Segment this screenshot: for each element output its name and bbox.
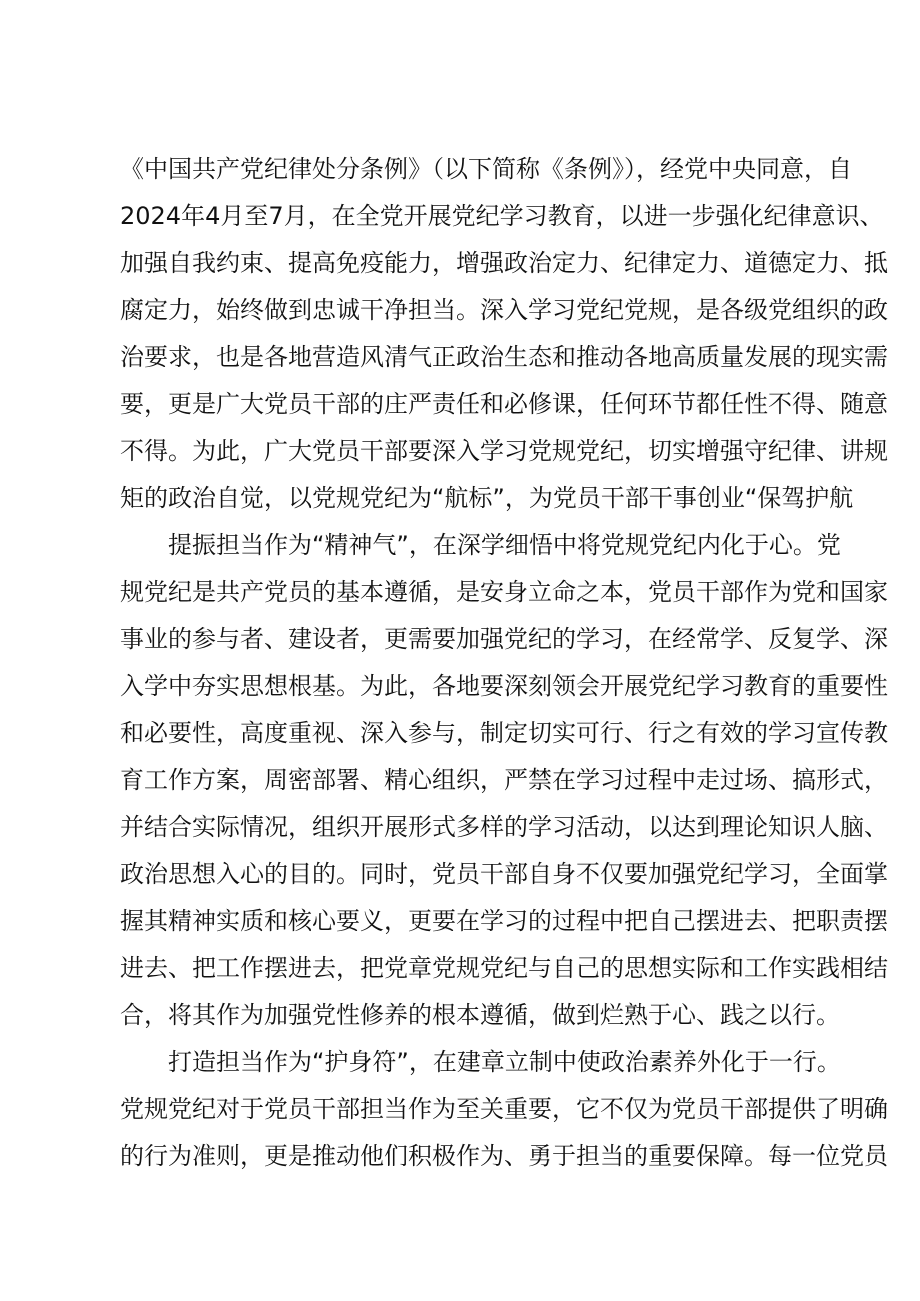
text-line: 腐定力，始终做到忠诚干净担当。深入学习党纪党规，是各级党组织的政: [120, 296, 888, 324]
text-line: 并结合实际情况，组织开展形式多样的学习活动，以达到理论知识人脑、: [120, 813, 888, 841]
paragraph-heading-line: 提振担当作为“精神气”，在深学细悟中将党规党纪内化于心。党: [168, 531, 841, 559]
text-line: 握其精神实质和核心要义，更要在学习的过程中把自己摆进去、把职责摆: [120, 907, 888, 935]
text-line: 和必要性，高度重视、深入参与，制定切实可行、行之有效的学习宣传教: [120, 719, 888, 747]
text-line: 治要求，也是各地营造风清气正政治生态和推动各地高质量发展的现实需: [120, 343, 888, 371]
text-line: 育工作方案，周密部署、精心组织，严禁在学习过程中走过场、搞形式，: [120, 766, 888, 794]
text-line: 党规党纪对于党员干部担当作为至关重要，它不仅为党员干部提供了明确: [120, 1095, 888, 1123]
text-line: 事业的参与者、建设者，更需要加强党纪的学习，在经常学、反复学、深: [120, 625, 888, 653]
text-line: 合，将其作为加强党性修养的根本遵循，做到烂熟于心、践之以行。: [120, 1001, 840, 1029]
text-line: 入学中夯实思想根基。为此，各地要深刻领会开展党纪学习教育的重要性: [120, 672, 888, 700]
text-line: 政治思想入心的目的。同时，党员干部自身不仅要加强党纪学习，全面掌: [120, 860, 888, 888]
text-line: 2024年4月至7月，在全党开展党纪学习教育，以进一步强化纪律意识、: [120, 202, 884, 230]
paragraph-heading-line: 打造担当作为“护身符”，在建章立制中使政治素养外化于一行。: [168, 1048, 841, 1076]
text-line: 《中国共产党纪律处分条例》（以下简称《条例》），经党中央同意，自: [120, 155, 852, 183]
text-line: 加强自我约束、提高免疫能力，增强政治定力、纪律定力、道德定力、抵: [120, 249, 888, 277]
text-line: 要，更是广大党员干部的庄严责任和必修课，任何环节都任性不得、随意: [120, 390, 888, 418]
document-body: [120, 146, 888, 1180]
text-line: 的行为准则，更是推动他们积极作为、勇于担当的重要保障。每一位党员: [120, 1142, 888, 1170]
text-line: 进去、把工作摆进去，把党章党规党纪与自己的思想实际和工作实践相结: [120, 954, 888, 982]
text-line: 不得。为此，广大党员干部要深入学习党规党纪，切实增强守纪律、讲规: [120, 437, 888, 465]
text-line: 矩的政治自觉，以党规党纪为“航标”，为党员干部干事创业“保驾护航: [120, 484, 854, 512]
text-line: 规党纪是共产党员的基本遵循，是安身立命之本，党员干部作为党和国家: [120, 578, 888, 606]
